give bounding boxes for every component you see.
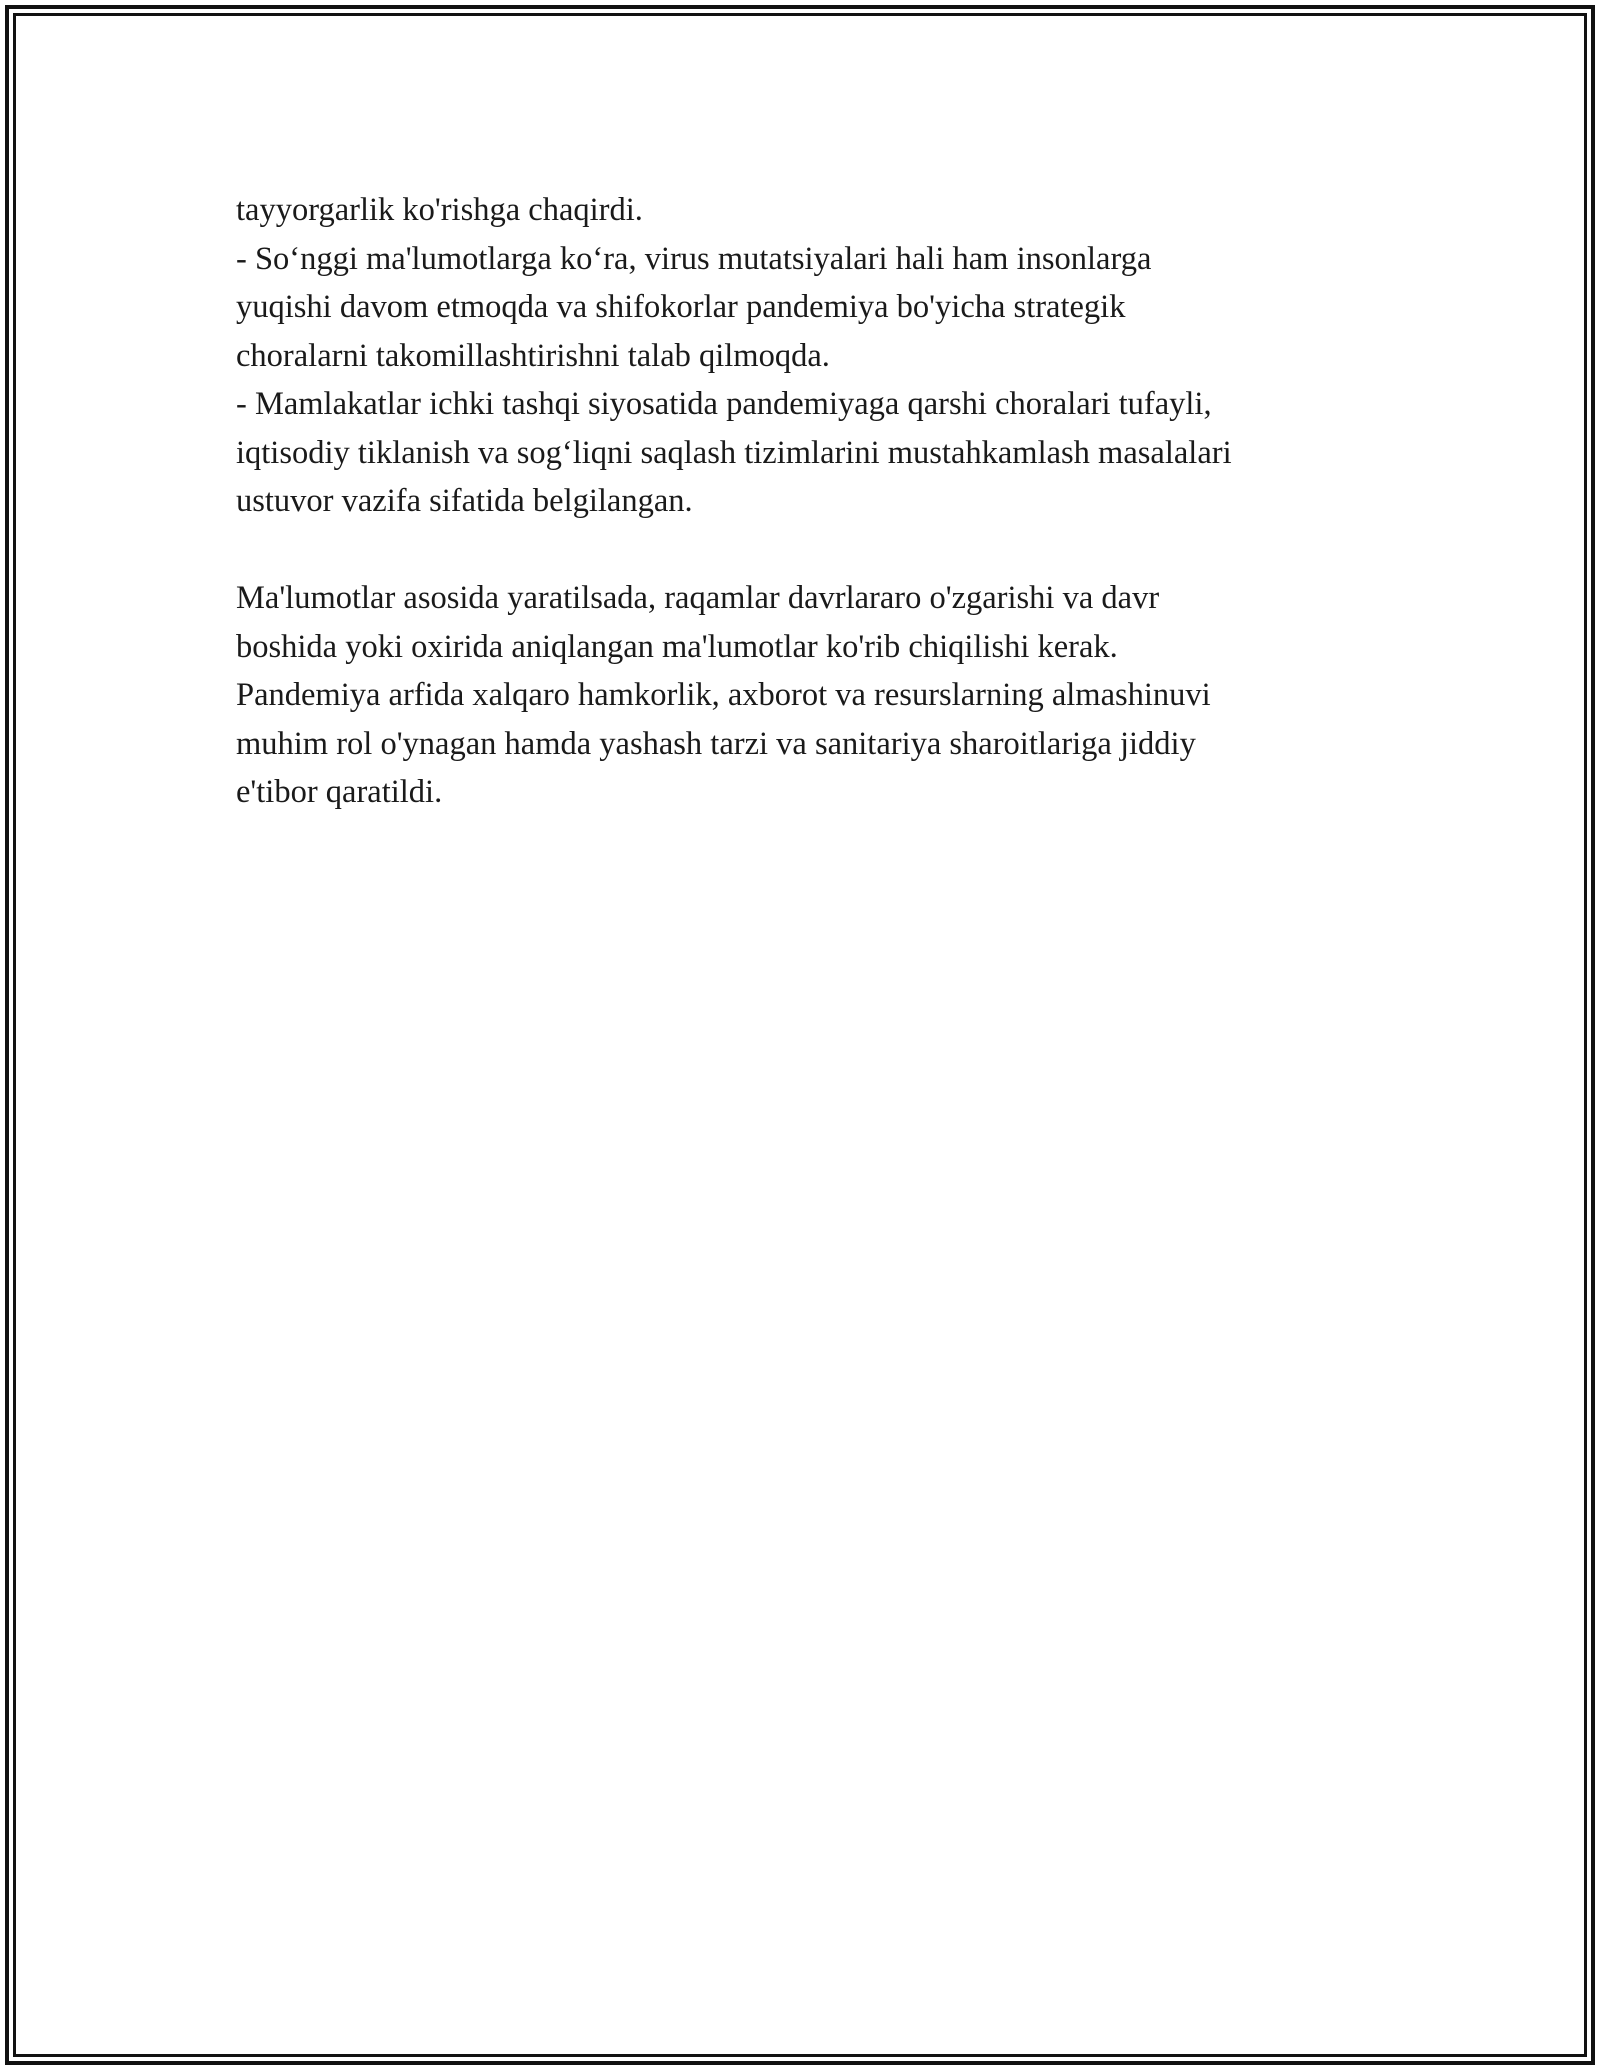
text-line: - Mamlakatlar ichki tashqi siyosatida pandemiyaga qarshi choralari tufayli,: [236, 386, 1212, 422]
document-body: [236, 186, 1376, 817]
text-line: e'tibor qaratildi.: [236, 774, 443, 810]
paragraph-spacer: [236, 526, 1376, 575]
text-line: iqtisodiy tiklanish va sog‘liqni saqlash tizimlarini mustahkamlash masalalari: [236, 434, 1232, 471]
paragraph-1: [236, 186, 1376, 526]
text-line: choralarni takomillashtirishni talab qilmoqda.: [236, 337, 830, 374]
text-line: yuqishi davom etmoqda va shifokorlar pandemiya bo'yicha strategik: [236, 289, 1126, 325]
paragraph-2: [236, 574, 1376, 817]
text-line: muhim rol o'ynagan hamda yashash tarzi va sanitariya sharoitlariga jiddiy: [236, 725, 1196, 762]
text-line: - So‘nggi ma'lumotlarga ko‘ra, virus mutatsiyalari hali ham insonlarga: [236, 240, 1152, 277]
text-line: ustuvor vazifa sifatida belgilangan.: [236, 483, 693, 519]
text-line: Ma'lumotlar asosida yaratilsada, raqamlar davrlararo o'zgarishi va davr: [236, 580, 1160, 616]
text-line: boshida yoki oxirida aniqlangan ma'lumotlar ko'rib chiqilishi kerak.: [236, 628, 1118, 665]
text-line: Pandemiya arfida xalqaro hamkorlik, axborot va resurslarning almashinuvi: [236, 677, 1211, 713]
text-line: tayyorgarlik ko'rishga chaqirdi.: [236, 192, 643, 228]
